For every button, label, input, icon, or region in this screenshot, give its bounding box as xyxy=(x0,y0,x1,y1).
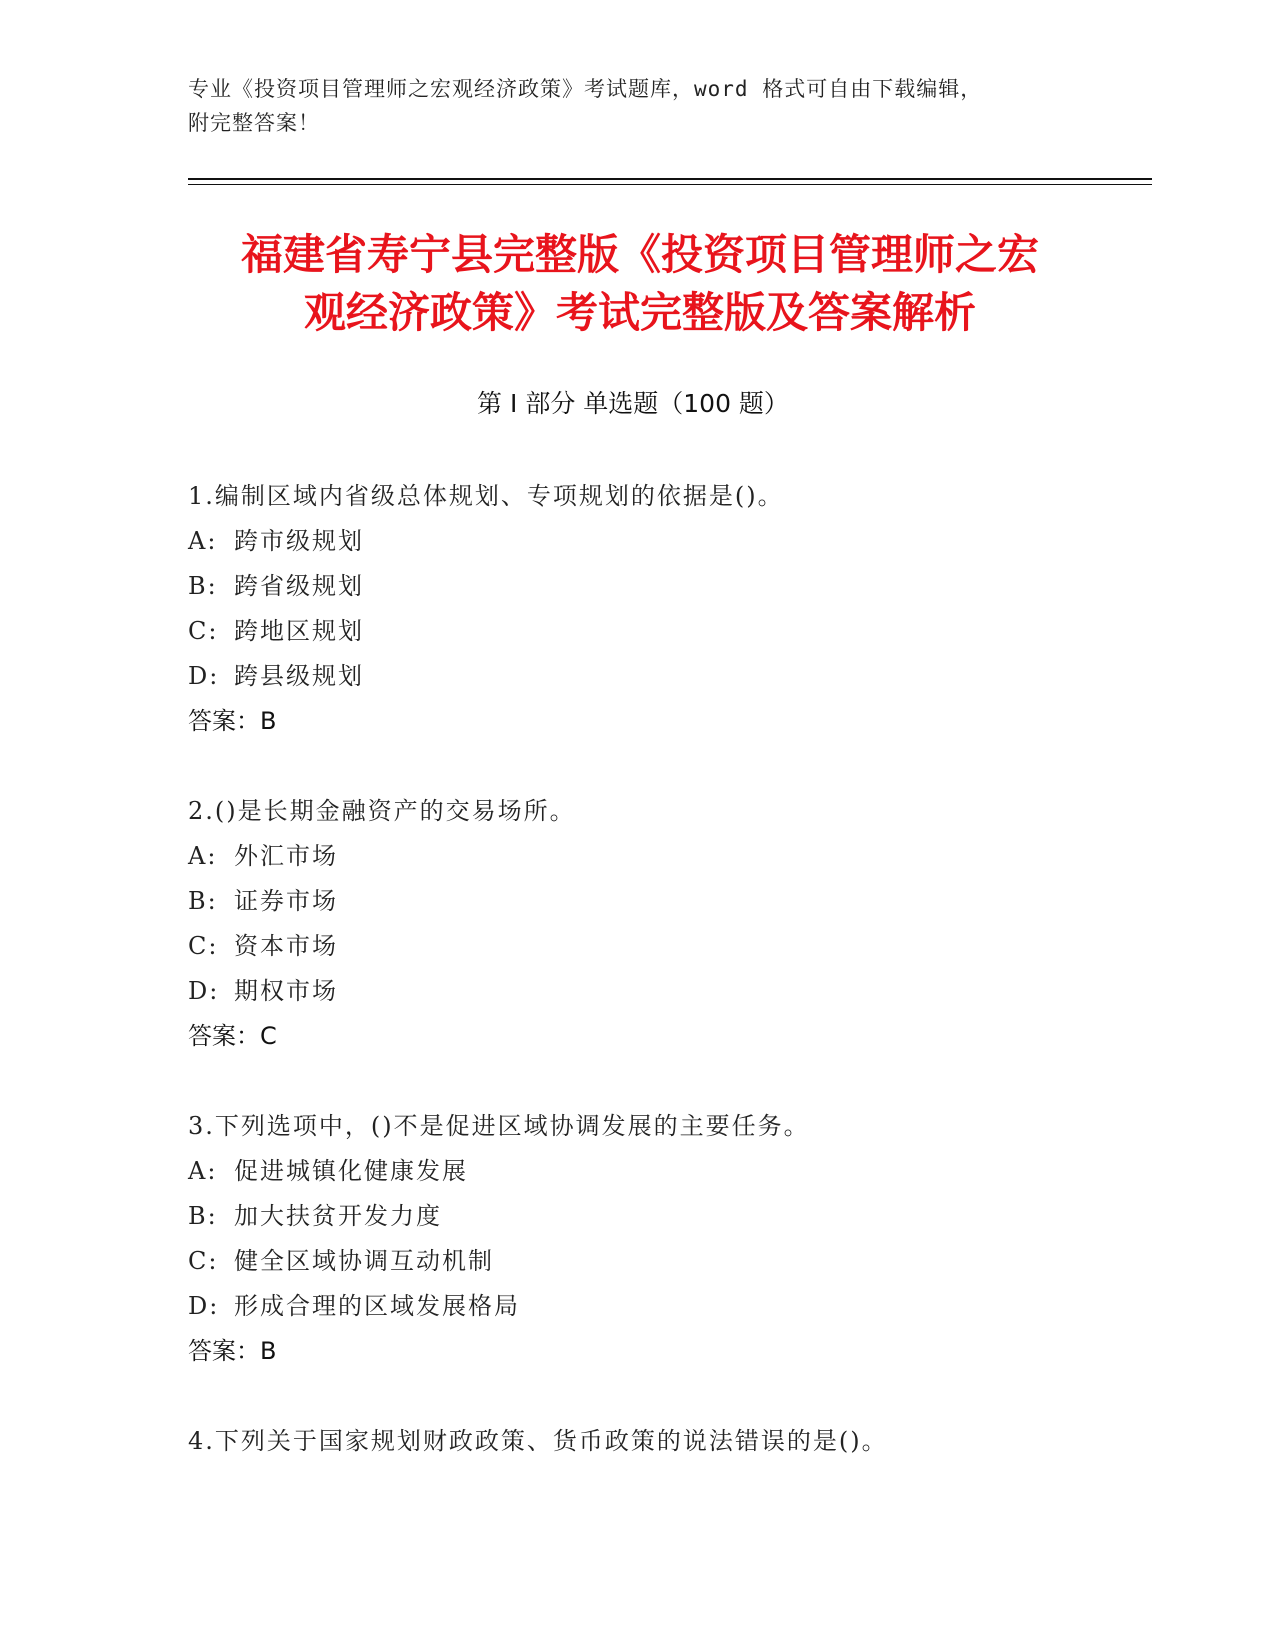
question-list xyxy=(188,474,1152,1509)
option-a xyxy=(188,1149,1152,1194)
option-a xyxy=(188,519,1152,564)
header-note-line-1: 专业《投资项目管理师之宏观经济政策》考试题库，word 格式可自由下载编辑， xyxy=(188,77,983,101)
option-text: 加大扶贫开发力度 xyxy=(234,1202,442,1230)
question-2 xyxy=(188,789,1152,1059)
option-c xyxy=(188,609,1152,654)
document-title xyxy=(150,226,1130,342)
option-letter: C: xyxy=(188,617,219,645)
question-stem: 4.下列关于国家规划财政政策、货币政策的说法错误的是()。 xyxy=(188,1427,888,1455)
question-3 xyxy=(188,1104,1152,1374)
question-stem: 2.()是长期金融资产的交易场所。 xyxy=(188,797,576,825)
option-letter: A: xyxy=(188,842,218,870)
option-letter: B: xyxy=(188,1202,218,1230)
option-letter: D: xyxy=(188,977,220,1005)
answer-line: 答案：B xyxy=(188,1337,277,1365)
answer-line: 答案：C xyxy=(188,1022,277,1050)
option-d xyxy=(188,654,1152,699)
option-letter: B: xyxy=(188,887,218,915)
option-a xyxy=(188,834,1152,879)
option-d xyxy=(188,969,1152,1014)
option-b xyxy=(188,1194,1152,1239)
document-title-line-1: 福建省寿宁县完整版《投资项目管理师之宏 xyxy=(240,230,1039,279)
question-stem: 3.下列选项中，()不是促进区域协调发展的主要任务。 xyxy=(188,1112,810,1140)
option-text: 健全区域协调互动机制 xyxy=(234,1247,494,1275)
option-letter: D: xyxy=(188,662,220,690)
option-text: 跨县级规划 xyxy=(234,662,364,690)
question-stem: 1.编制区域内省级总体规划、专项规划的依据是()。 xyxy=(188,482,784,510)
option-letter: A: xyxy=(188,527,218,555)
option-b xyxy=(188,564,1152,609)
question-1 xyxy=(188,474,1152,744)
option-text: 跨市级规划 xyxy=(234,527,364,555)
option-c xyxy=(188,924,1152,969)
header-divider-thick xyxy=(188,178,1152,180)
option-letter: D: xyxy=(188,1292,220,1320)
option-letter: C: xyxy=(188,1247,219,1275)
document-title-line-2: 观经济政策》考试完整版及答案解析 xyxy=(303,288,976,337)
option-text: 证券市场 xyxy=(234,887,338,915)
header-divider-thin xyxy=(188,184,1152,185)
option-text: 跨地区规划 xyxy=(234,617,364,645)
option-letter: A: xyxy=(188,1157,218,1185)
option-text: 外汇市场 xyxy=(234,842,338,870)
section-title: 第 I 部分 单选题（100 题） xyxy=(477,389,789,418)
option-letter: B: xyxy=(188,572,218,600)
option-text: 资本市场 xyxy=(234,932,338,960)
option-text: 期权市场 xyxy=(234,977,338,1005)
question-4 xyxy=(188,1419,1152,1464)
option-text: 形成合理的区域发展格局 xyxy=(234,1292,520,1320)
option-letter: C: xyxy=(188,932,219,960)
option-b xyxy=(188,879,1152,924)
answer-line: 答案：B xyxy=(188,707,277,735)
option-c xyxy=(188,1239,1152,1284)
header-note xyxy=(188,72,1088,140)
option-d xyxy=(188,1284,1152,1329)
option-text: 促进城镇化健康发展 xyxy=(234,1157,468,1185)
option-text: 跨省级规划 xyxy=(234,572,364,600)
header-note-line-2: 附完整答案！ xyxy=(188,111,320,135)
